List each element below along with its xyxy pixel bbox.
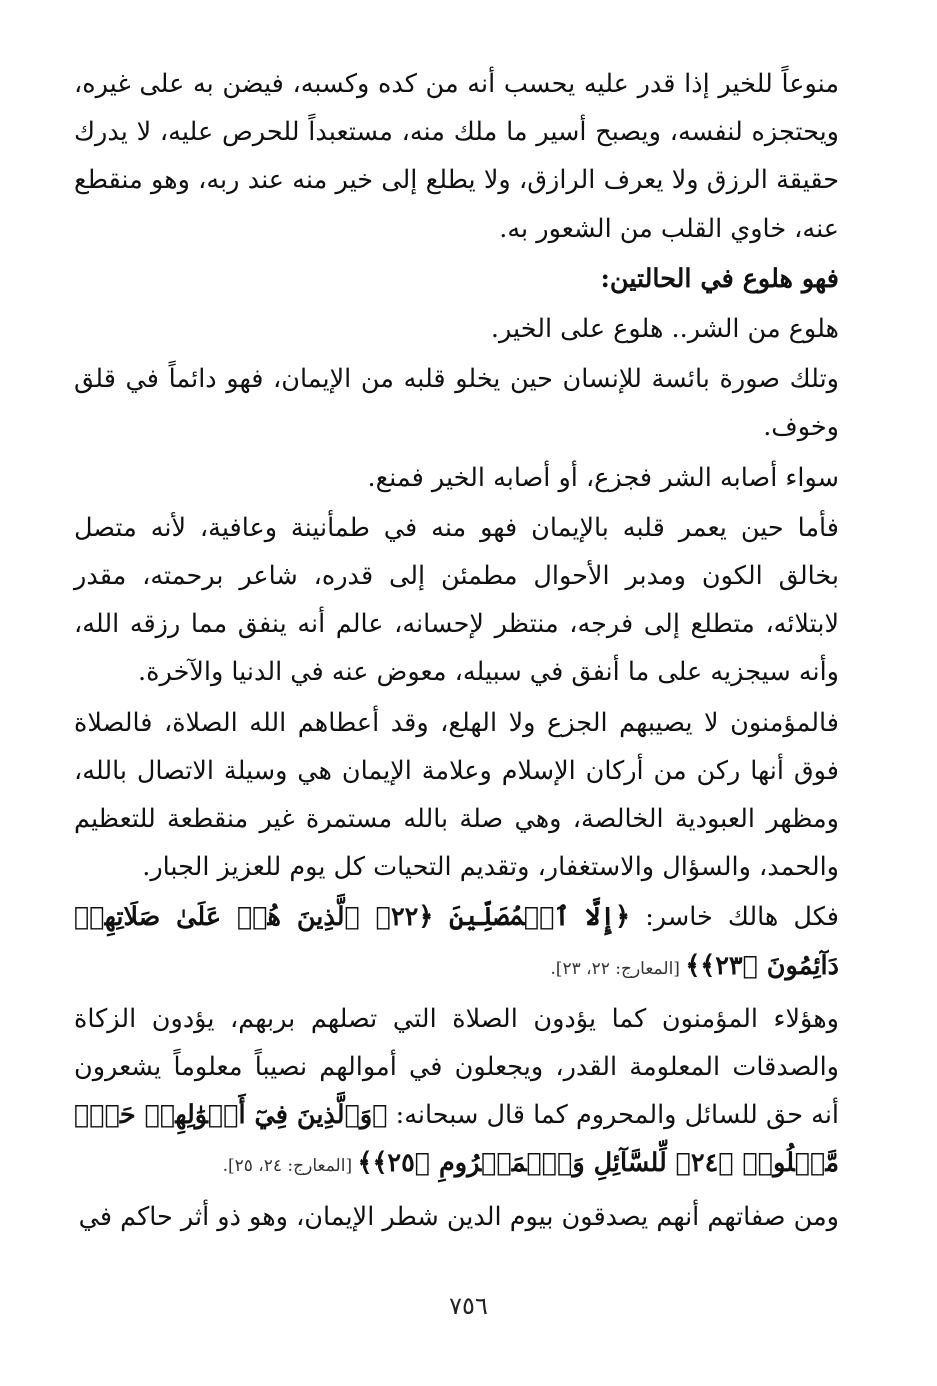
paragraph-verse-zakat	[74, 995, 839, 1191]
quran-verse-22-23: ﴿إِلَّا ٱلۡمُصَلِّينَ ﴿٢٢﴾ ٱلَّذِينَ هُمۡ عَلَىٰ صَلَاتِهِمۡ دَآئِمُونَ ﴿٢٣﴾﴾	[74, 902, 839, 981]
paragraph-evil-good: سواء أصابه الشر فجزع، أو أصابه الخير فمنع.	[367, 462, 839, 493]
verse-reference: [المعارج: ٢٢، ٢٣].	[550, 958, 686, 979]
paragraph-anxious: هلوع من الشر.. هلوع على الخير.	[490, 314, 839, 345]
paragraph-prayer: فالمؤمنون لا يصيبهم الجزع ولا الهلع، وقد أعطاهم الله الصلاة، فالصلاة فوق أنها ركن من أركان الإسلام وعلامة الإيمان هي وسيلة الاتصال بالله، ومظهر العبودية الخالصة، وهي صلة بالله مستمرة غير منقطعة للتعظيم والحمد، والسؤال والاستغفار، وتقديم التحيات كل يوم للعزيز الجبار.	[74, 707, 839, 883]
verse-reference: [المعارج: ٢٤، ٢٥].	[222, 1156, 358, 1177]
paragraph-miserable-image: وتلك صورة بائسة للإنسان حين يخلو قلبه من الإيمان، فهو دائماً في قلق وخوف.	[74, 364, 839, 443]
quran-verse-24-25: ﴿وَٱلَّذِينَ فِيٓ أَمۡوَٰلِهِمۡ حَقّٞ مَّعۡلُومٞ ﴿٢٤﴾ لِّلسَّآئِلِ وَٱلۡمَحۡرُومِ ﴿٢٥﴾﴾	[74, 1100, 839, 1179]
heading-two-states: فهو هلوع في الحالتين:	[600, 263, 839, 294]
verse-lead-text: فكل هالك خاسر:	[630, 902, 839, 933]
page-body	[74, 60, 839, 1243]
verse-lead-text: وهؤلاء المؤمنون كما يؤدون الصلاة التي تصلهم بربهم، يؤدون الزكاة والصدقات المعلومة القدر، ويجعلون في أموالهم نصيباً معلوماً يشعرون أنه حق للسائل والمحروم كما قال سبحانه:	[74, 1003, 839, 1131]
paragraph-verse-prayer	[74, 893, 839, 992]
paragraph-stinginess: منوعاً للخير إذا قدر عليه يحسب أنه من كده وكسبه، فيضن به على غيره، ويحتجزه لنفسه، ويصبح أسير ما ملك منه، مستعبداً للحرص عليه، لا يدرك حقيقة الرزق ولا يعرف الرازق، ولا يطلع إلى خير منه عند ربه، وهو منقطع عنه، خاوي القلب من الشعور به.	[74, 69, 839, 244]
paragraph-faith-tranquility: فأما حين يعمر قلبه بالإيمان فهو منه في طمأنينة وعافية، لأنه متصل بخالق الكون ومدبر الأحوال مطمئن إلى قدره، شاعر برحمته، مقدر لابتلائه، متطلع إلى فرجه، منتظر لإحسانه، عالم أنه ينفق مما رزقه الله، وأنه سيجزيه على ما أنفق في سبيله، معوض عنه في الدنيا والآخرة.	[74, 512, 839, 688]
page-number: ٧٥٦	[449, 1292, 488, 1320]
paragraph-day-of-judgment: ومن صفاتهم أنهم يصدقون بيوم الدين شطر الإيمان، وهو ذو أثر حاكم في	[78, 1201, 839, 1232]
